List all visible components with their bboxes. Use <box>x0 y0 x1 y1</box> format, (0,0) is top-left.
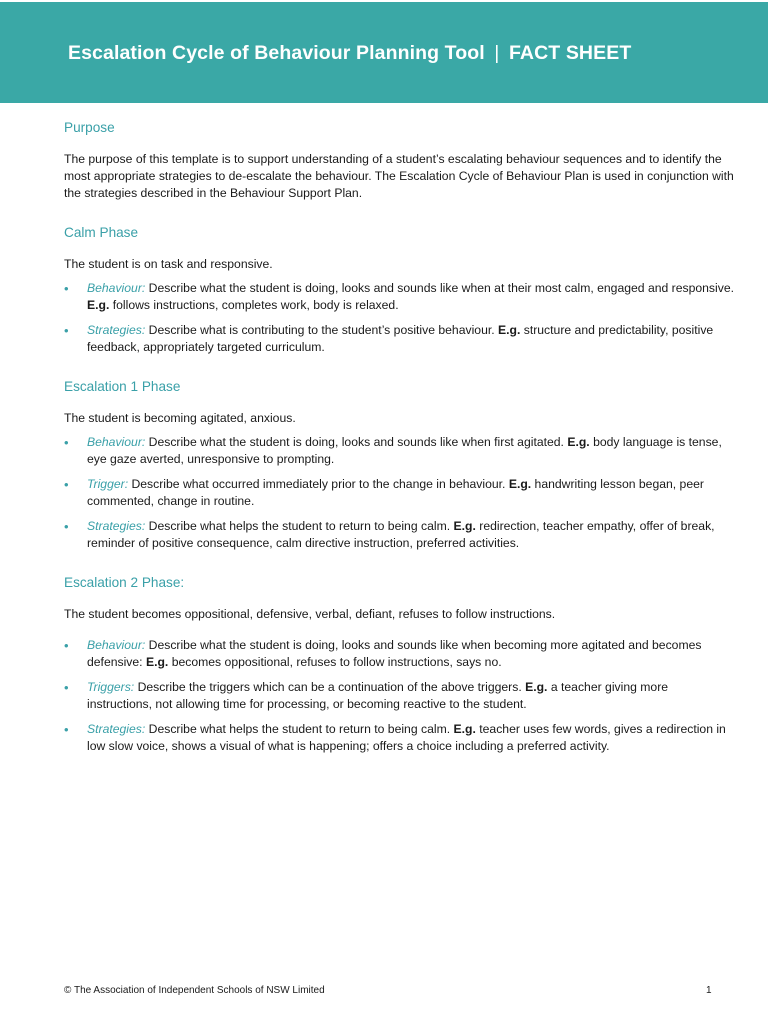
title-text: Escalation Cycle of Behaviour Planning Tool <box>68 42 485 64</box>
purpose-section <box>64 119 736 202</box>
item-eg: E.g. <box>453 519 476 533</box>
item-text: Describe what occurred immediately prior to the change in behaviour. <box>128 477 509 491</box>
escalation-1-list <box>64 434 736 552</box>
page-number: 1 <box>706 985 712 996</box>
purpose-text: The purpose of this template is to support understanding of a student’s escalating behaviour sequences and to identify the most appropriate strategies to de-escalate the behaviour. The Escalation Cycle of Behaviour Plan is used in conjunction with the strategies described in the Behaviour Support Plan. <box>64 152 734 200</box>
escalation-1-intro: The student is becoming agitated, anxious. <box>64 411 296 425</box>
escalation-2-list <box>64 637 736 755</box>
item-eg: E.g. <box>498 323 521 337</box>
item-term: Behaviour: <box>87 638 146 652</box>
item-eg: E.g. <box>87 298 110 312</box>
list-item <box>64 476 736 510</box>
fact-sheet-label: FACT SHEET <box>509 42 632 64</box>
item-text: Describe what the student is doing, looks and sounds like when becoming more agitated and becomes defensive: <box>87 638 702 669</box>
item-eg: E.g. <box>453 722 476 736</box>
document-body <box>64 119 736 777</box>
header-banner <box>0 2 768 103</box>
escalation-2-intro: The student becomes oppositional, defensive, verbal, defiant, refuses to follow instructions. <box>64 607 556 621</box>
item-term: Triggers: <box>87 680 135 694</box>
item-text: Describe what the student is doing, looks and sounds like when at their most calm, engaged and responsive. <box>145 281 734 295</box>
item-eg: E.g. <box>145 655 169 669</box>
item-term: Trigger: <box>87 477 129 491</box>
item-term: Strategies: <box>87 722 146 736</box>
escalation-1-section <box>64 378 736 552</box>
list-item <box>64 322 736 356</box>
item-example: handwriting lesson began, peer commented, change in routine. <box>87 477 704 508</box>
item-example: body language is tense, eye gaze averted, unresponsive to prompting. <box>87 435 722 466</box>
list-item <box>64 679 736 713</box>
bullet-icon: • <box>64 722 69 737</box>
bullet-icon: • <box>64 477 69 492</box>
item-eg: E.g. <box>567 435 590 449</box>
list-item <box>64 721 736 755</box>
bullet-icon: • <box>64 680 69 695</box>
bullet-icon: • <box>64 281 69 296</box>
item-example: redirection, teacher empathy, offer of break, reminder of positive consequence, calm directive instruction, preferred activities. <box>87 519 715 550</box>
calm-phase-intro: The student is on task and responsive. <box>64 257 273 271</box>
item-example: becomes oppositional, refuses to follow instructions, says no. <box>168 655 502 669</box>
item-text: Describe what is contributing to the student’s positive behaviour. <box>145 323 498 337</box>
escalation-2-section <box>64 574 736 755</box>
item-term: Behaviour: <box>87 281 146 295</box>
item-example: a teacher giving more instructions, not allowing time for processing, or becoming reactive to the student. <box>87 680 669 711</box>
page-title <box>68 42 768 65</box>
purpose-heading: Purpose <box>64 120 115 135</box>
list-item <box>64 434 736 468</box>
bullet-icon: • <box>64 638 69 653</box>
escalation-2-heading: Escalation 2 Phase: <box>64 575 185 590</box>
bullet-icon: • <box>64 519 69 534</box>
item-text: Describe what helps the student to return to being calm. <box>145 519 454 533</box>
item-eg: E.g. <box>508 477 532 491</box>
calm-phase-heading: Calm Phase <box>64 225 139 240</box>
item-text: Describe the triggers which can be a continuation of the above triggers. <box>134 680 526 694</box>
calm-phase-list <box>64 280 736 356</box>
list-item <box>64 280 736 314</box>
item-text: Describe what the student is doing, looks and sounds like when first agitated. <box>145 435 568 449</box>
item-term: Strategies: <box>87 323 146 337</box>
item-example: structure and predictability, positive feedback, appropriately targeted curriculum. <box>87 323 714 354</box>
footer-copyright: © The Association of Independent Schools of NSW Limited <box>64 985 325 996</box>
list-item <box>64 637 736 671</box>
calm-phase-section <box>64 224 736 356</box>
title-separator: | <box>494 42 500 64</box>
bullet-icon: • <box>64 323 69 338</box>
item-eg: E.g. <box>525 680 548 694</box>
item-example: follows instructions, completes work, body is relaxed. <box>109 298 399 312</box>
item-text: Describe what helps the student to return to being calm. <box>145 722 454 736</box>
item-example: teacher uses few words, gives a redirection in low slow voice, shows a visual of what is happening; offers a choice including a preferred activity. <box>87 722 726 753</box>
escalation-1-heading: Escalation 1 Phase <box>64 379 181 394</box>
bullet-icon: • <box>64 435 69 450</box>
list-item <box>64 518 736 552</box>
item-term: Strategies: <box>87 519 146 533</box>
item-term: Behaviour: <box>87 435 146 449</box>
